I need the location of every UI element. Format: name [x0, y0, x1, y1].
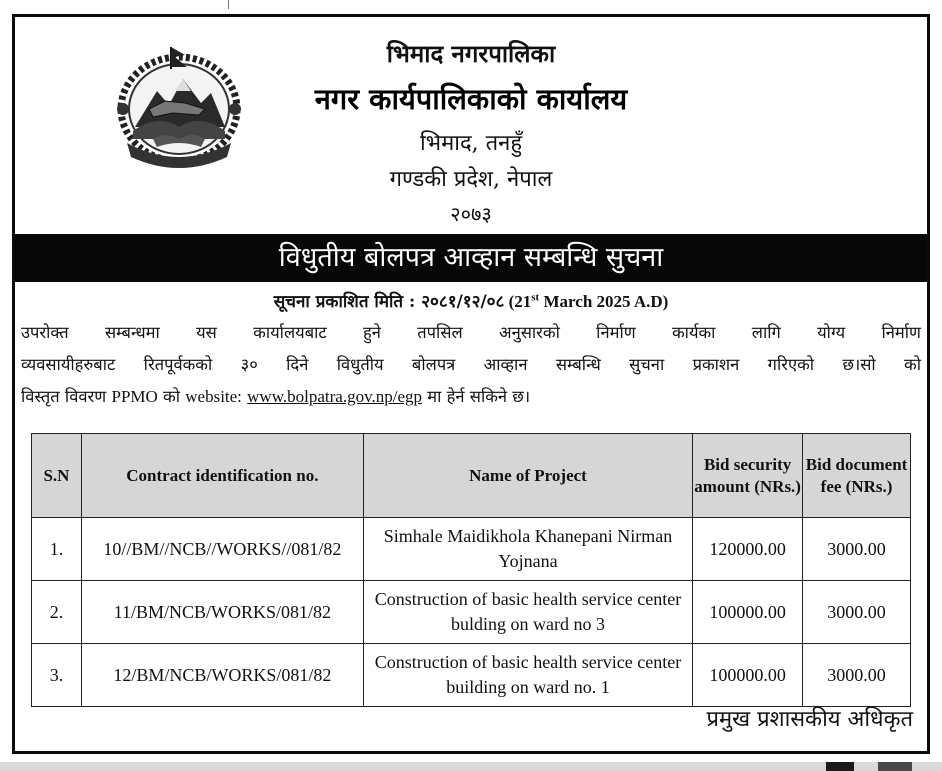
office-year: २०७३ [450, 202, 492, 226]
body-line-2: व्यवसायीहरुबाट रितपूर्वकको ३० दिने विधुतीय बोलपत्र आव्हान सम्बन्धि सुचना प्रकाशन गरिएको छ।सो को [21, 355, 921, 374]
cell-contract-id: 10//BM//NCB//WORKS//081/82 [81, 518, 363, 581]
top-divider-tick [228, 0, 229, 9]
signatory-title: प्रमुख प्रशासकीय अधिकृत [706, 707, 913, 732]
header-document-fee: Bid document fee (NRs.) [803, 434, 911, 518]
table-header-row [32, 434, 911, 518]
bottom-scroll-strip [0, 762, 942, 771]
office-place: भिमाद, तनहुँ [419, 131, 523, 156]
bottom-strip-marker [826, 762, 854, 771]
cell-bid-security: 100000.00 [693, 644, 803, 707]
table-row [32, 581, 911, 644]
bottom-strip-marker-2 [878, 762, 912, 771]
cell-contract-id: 12/BM/NCB/WORKS/081/82 [81, 644, 363, 707]
body-line-3-c: को [163, 387, 180, 406]
cell-bid-security: 100000.00 [693, 581, 803, 644]
body-line-3-e: मा हेर्न सकिने छ। [427, 387, 531, 406]
publish-date-en-open: (21 [508, 292, 532, 311]
cell-sn: 3. [32, 644, 82, 707]
publish-date-en-close: March 2025 A.D) [539, 292, 669, 311]
cell-project-name: Construction of basic health service center bulding on ward no 3 [363, 581, 692, 644]
cell-document-fee: 3000.00 [803, 518, 911, 581]
cell-project-name: Simhale Maidikhola Khanepani Nirman Yojnana [363, 518, 692, 581]
body-line-3-a: विस्तृत विवरण [21, 387, 107, 406]
tender-notice [12, 14, 930, 754]
bid-table [31, 433, 911, 707]
cell-project-name: Construction of basic health service center building on ward no. 1 [363, 644, 692, 707]
cell-contract-id: 11/BM/NCB/WORKS/081/82 [81, 581, 363, 644]
table-row [32, 518, 911, 581]
publish-date-label: सूचना प्रकाशित मिति : २०८१/१२/०८ [273, 292, 505, 312]
cell-sn: 2. [32, 581, 82, 644]
notice-body [21, 317, 921, 413]
publish-date-en [509, 292, 669, 311]
office-title: नगर कार्यपालिकाको कार्यालय [314, 82, 628, 116]
header-bid-security: Bid security amount (NRs.) [693, 434, 803, 518]
cell-document-fee: 3000.00 [803, 581, 911, 644]
notice-title: विधुतीय बोलपत्र आव्हान सम्बन्धि सुचना [15, 234, 927, 282]
cell-bid-security: 120000.00 [693, 518, 803, 581]
publish-date-en-sup: st [531, 291, 540, 304]
cell-sn: 1. [32, 518, 82, 581]
body-line-3-b: PPMO [111, 387, 158, 406]
bolpatra-link[interactable]: www.bolpatra.gov.np/egp [247, 387, 422, 406]
office-name: भिमाद नगरपालिका [386, 39, 556, 68]
office-province: गण्डकी प्रदेश, नेपाल [389, 167, 553, 192]
header-project-name: Name of Project [363, 434, 692, 518]
body-line-3 [21, 381, 921, 413]
publish-date [15, 289, 927, 312]
table-row [32, 644, 911, 707]
header-contract-id: Contract identification no. [81, 434, 363, 518]
body-line-1: उपरोक्त सम्बन्धमा यस कार्यालयबाट हुने तपसिल अनुसारको निर्माण कार्यका लागि योग्य निर्माण [21, 323, 921, 342]
cell-document-fee: 3000.00 [803, 644, 911, 707]
body-line-3-d: website: [185, 387, 242, 406]
header-sn: S.N [32, 434, 82, 518]
